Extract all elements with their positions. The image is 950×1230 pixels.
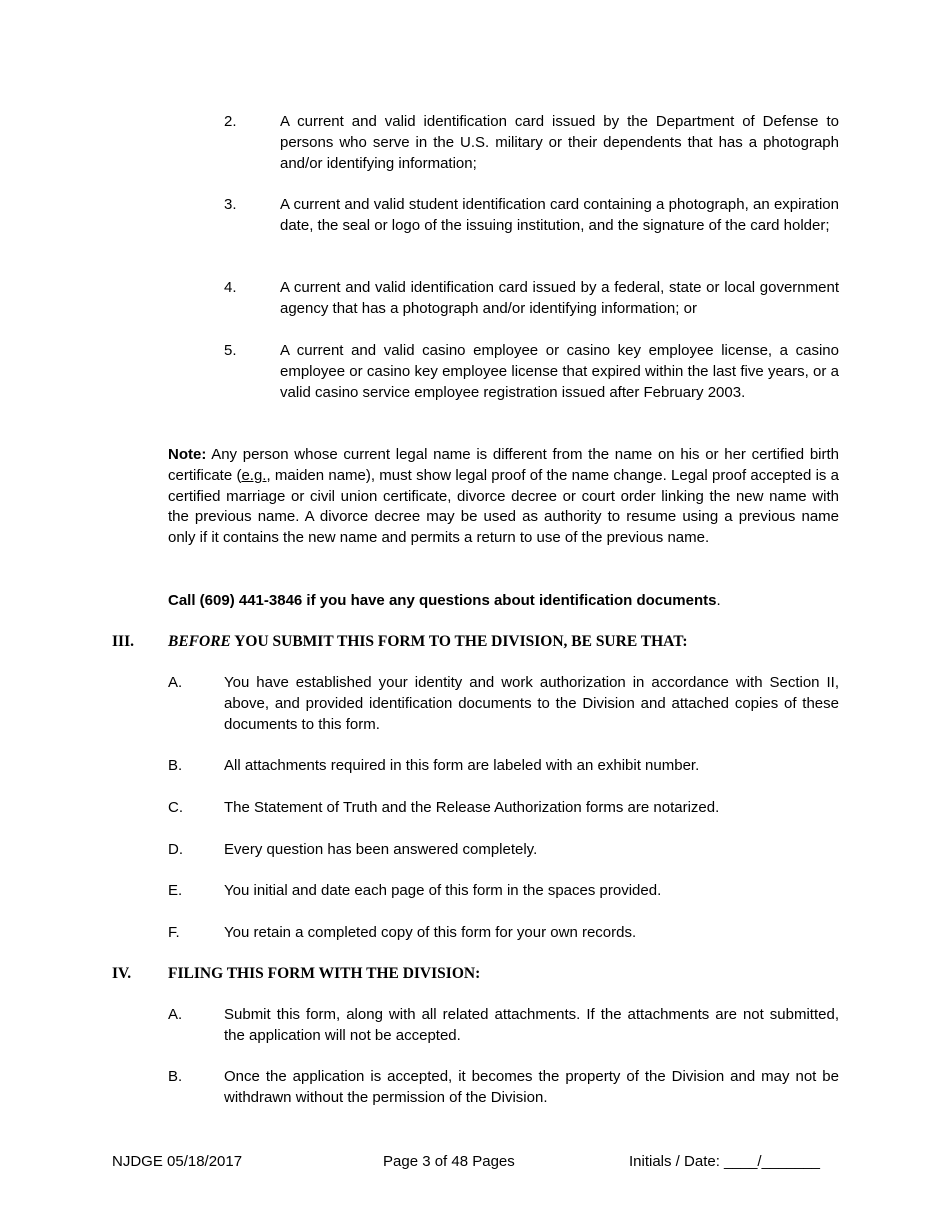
item-letter: F. xyxy=(168,924,180,941)
section-title-rest: YOU SUBMIT THIS FORM TO THE DIVISION, BE SURE THAT: xyxy=(230,633,688,650)
item-text: All attachments required in this form are labeled with an exhibit number. xyxy=(224,757,700,774)
footer-page-number: Page 3 of 48 Pages xyxy=(383,1153,515,1170)
item-text: You retain a completed copy of this form for your own records. xyxy=(224,924,637,941)
section-title xyxy=(168,632,688,653)
note-text-before: Any person whose current legal name is different from the name on his or her certified birth certificate ( xyxy=(168,446,839,484)
item-text: A current and valid casino employee or casino key employee license, a casino employee or casino key employee license that expired within the last five years, or a valid casino service employee registration issued after February 2003. xyxy=(280,342,839,401)
item-number: 2. xyxy=(224,113,237,130)
note-text-after: , maiden name), must show legal proof of the name change. Legal proof accepted is a certified marriage or civil union certificate, divorce decree or court order linking the new name with the previous name. A divorce decree may be used as authority to resume using a previous name only if it contains the new name and permits a return to use of the previous name. xyxy=(168,466,840,547)
contact-text: Call (609) 441-3846 if you have any questions about identification documents xyxy=(168,592,717,609)
section-title-italic: BEFORE xyxy=(168,633,231,650)
item-text: Once the application is accepted, it becomes the property of the Division and may not be withdrawn without the permission of the Division. xyxy=(224,1068,839,1106)
item-letter: E. xyxy=(168,882,183,899)
item-text: A current and valid student identification card containing a photograph, an expiration date, the seal or logo of the issuing institution, and the signature of the card holder; xyxy=(280,196,839,234)
item-letter: A. xyxy=(168,674,183,691)
note-label: Note: xyxy=(168,446,207,463)
item-text: A current and valid identification card issued by a federal, state or local government agency that has a photograph and/or identifying information; or xyxy=(280,279,839,317)
item-text: The Statement of Truth and the Release Authorization forms are notarized. xyxy=(224,799,720,816)
section-number: IV. xyxy=(112,965,132,982)
footer-form-id: NJDGE 05/18/2017 xyxy=(112,1153,243,1170)
note-paragraph xyxy=(168,445,839,549)
item-text: A current and valid identification card issued by the Department of Defense to persons who serve in the U.S. military or their dependents that has a photograph and/or identifying information; xyxy=(280,113,839,172)
item-letter: A. xyxy=(168,1006,183,1023)
section-number: III. xyxy=(112,633,134,650)
item-number: 3. xyxy=(224,196,237,213)
footer-initials-date: Initials / Date: ____/_______ xyxy=(629,1153,820,1170)
contact-period: . xyxy=(716,592,721,609)
item-letter: B. xyxy=(168,757,183,774)
note-eg: e.g. xyxy=(241,466,267,484)
item-letter: D. xyxy=(168,841,183,858)
item-number: 5. xyxy=(224,342,237,359)
item-text: You initial and date each page of this form in the spaces provided. xyxy=(224,882,662,899)
item-letter: B. xyxy=(168,1068,183,1085)
item-number: 4. xyxy=(224,279,237,296)
item-text: Every question has been answered completely. xyxy=(224,841,538,858)
item-letter: C. xyxy=(168,799,183,816)
section-title: FILING THIS FORM WITH THE DIVISION: xyxy=(168,965,481,982)
contact-line xyxy=(168,591,839,612)
item-text: Submit this form, along with all related attachments. If the attachments are not submitted, the application will not be accepted. xyxy=(224,1006,839,1044)
item-text: You have established your identity and work authorization in accordance with Section II, above, and provided identification documents to the Division and attached copies of these documents to this form. xyxy=(224,674,839,733)
